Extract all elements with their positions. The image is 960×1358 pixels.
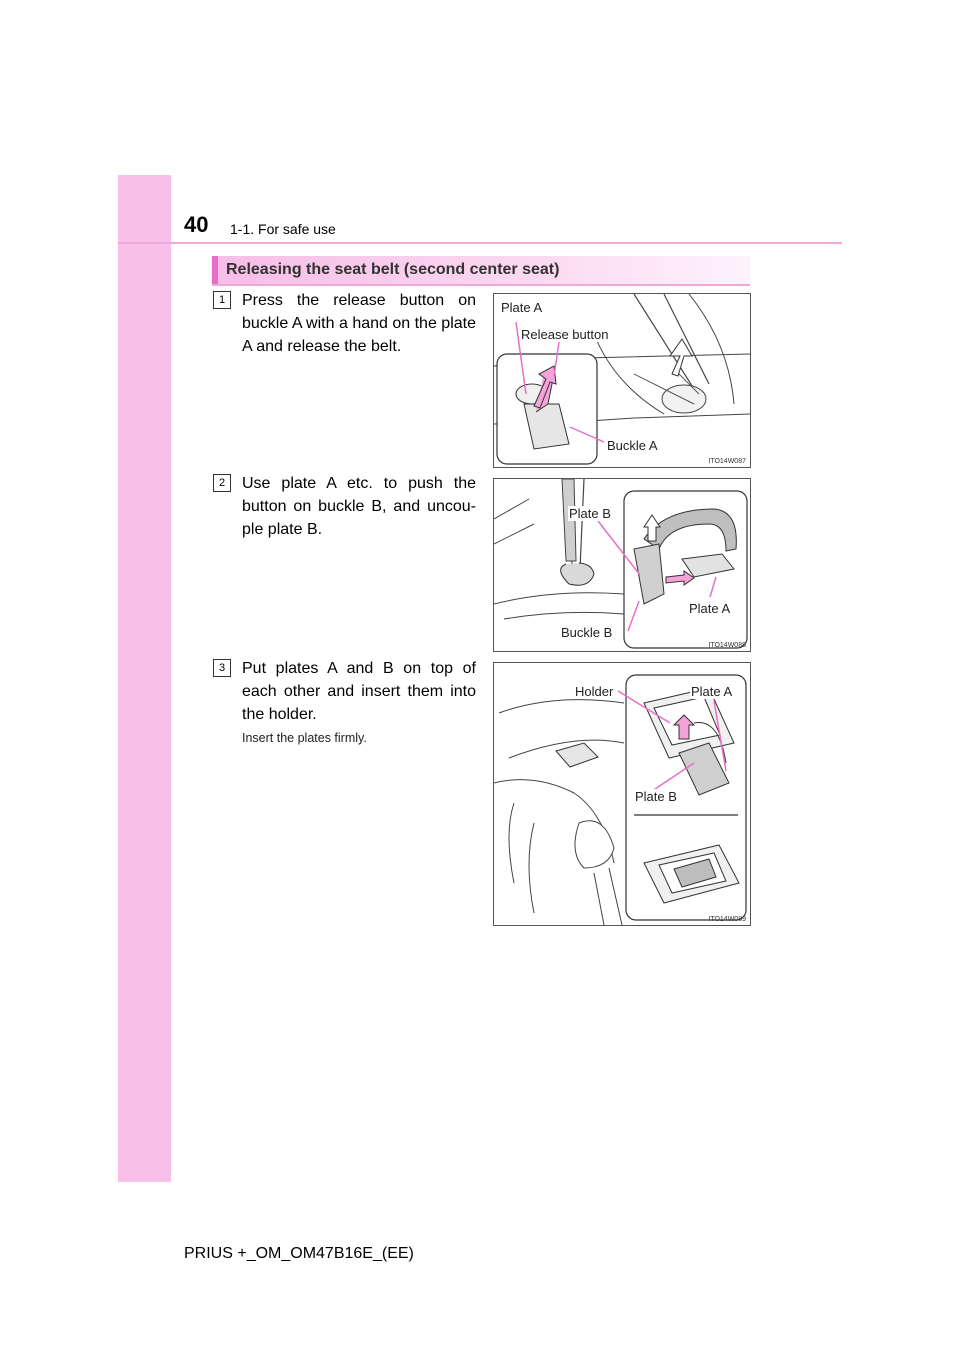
callout-plate-a: Plate A [501, 300, 543, 315]
illustration-uncouple-plate-b [494, 479, 750, 651]
illustration-insert-plates-holder [494, 663, 750, 925]
figure-id: ITO14W089 [708, 916, 746, 923]
figure-id: ITO14W087 [708, 458, 746, 465]
callout-plate-b: Plate B [569, 506, 611, 521]
callout-plate-a: Plate A [691, 684, 733, 699]
side-margin-band [118, 175, 171, 1182]
section-heading-bar [212, 256, 750, 286]
figure-uncouple-plate-b [493, 478, 751, 652]
step-number-3: 3 [213, 659, 231, 677]
callout-buckle-a: Buckle A [607, 438, 658, 453]
step-3-text: Put plates A and B on top of each other and insert them into the holder. [242, 660, 476, 723]
section-title: Releasing the seat belt (second center seat) [226, 261, 560, 278]
step-2-text: Use plate A etc. to push the button on buckle B, and uncou-ple plate B. [242, 475, 476, 538]
callout-release-button: Release button [521, 327, 609, 342]
chapter-title: 1-1. For safe use [230, 221, 336, 237]
callout-holder: Holder [575, 684, 614, 699]
callout-plate-b: Plate B [635, 789, 677, 804]
footer-model-code: PRIUS +_OM_OM47B16E_(EE) [184, 1245, 414, 1262]
callout-buckle-b: Buckle B [561, 625, 613, 640]
figure-release-buckle-a [493, 293, 751, 468]
step-1-text: Press the release button on buckle A with a hand on the plate A and release the belt. [242, 292, 476, 355]
step-3-note: Insert the plates firmly. [242, 731, 367, 745]
figure-id: ITO14W088 [708, 642, 746, 649]
callout-plate-a: Plate A [689, 601, 731, 616]
step-number-2: 2 [213, 474, 231, 492]
page-number: 40 [184, 212, 209, 237]
section-accent [212, 256, 218, 284]
step-number-1: 1 [213, 291, 231, 309]
figure-insert-plates-holder [493, 662, 751, 926]
header-rule [118, 242, 842, 244]
